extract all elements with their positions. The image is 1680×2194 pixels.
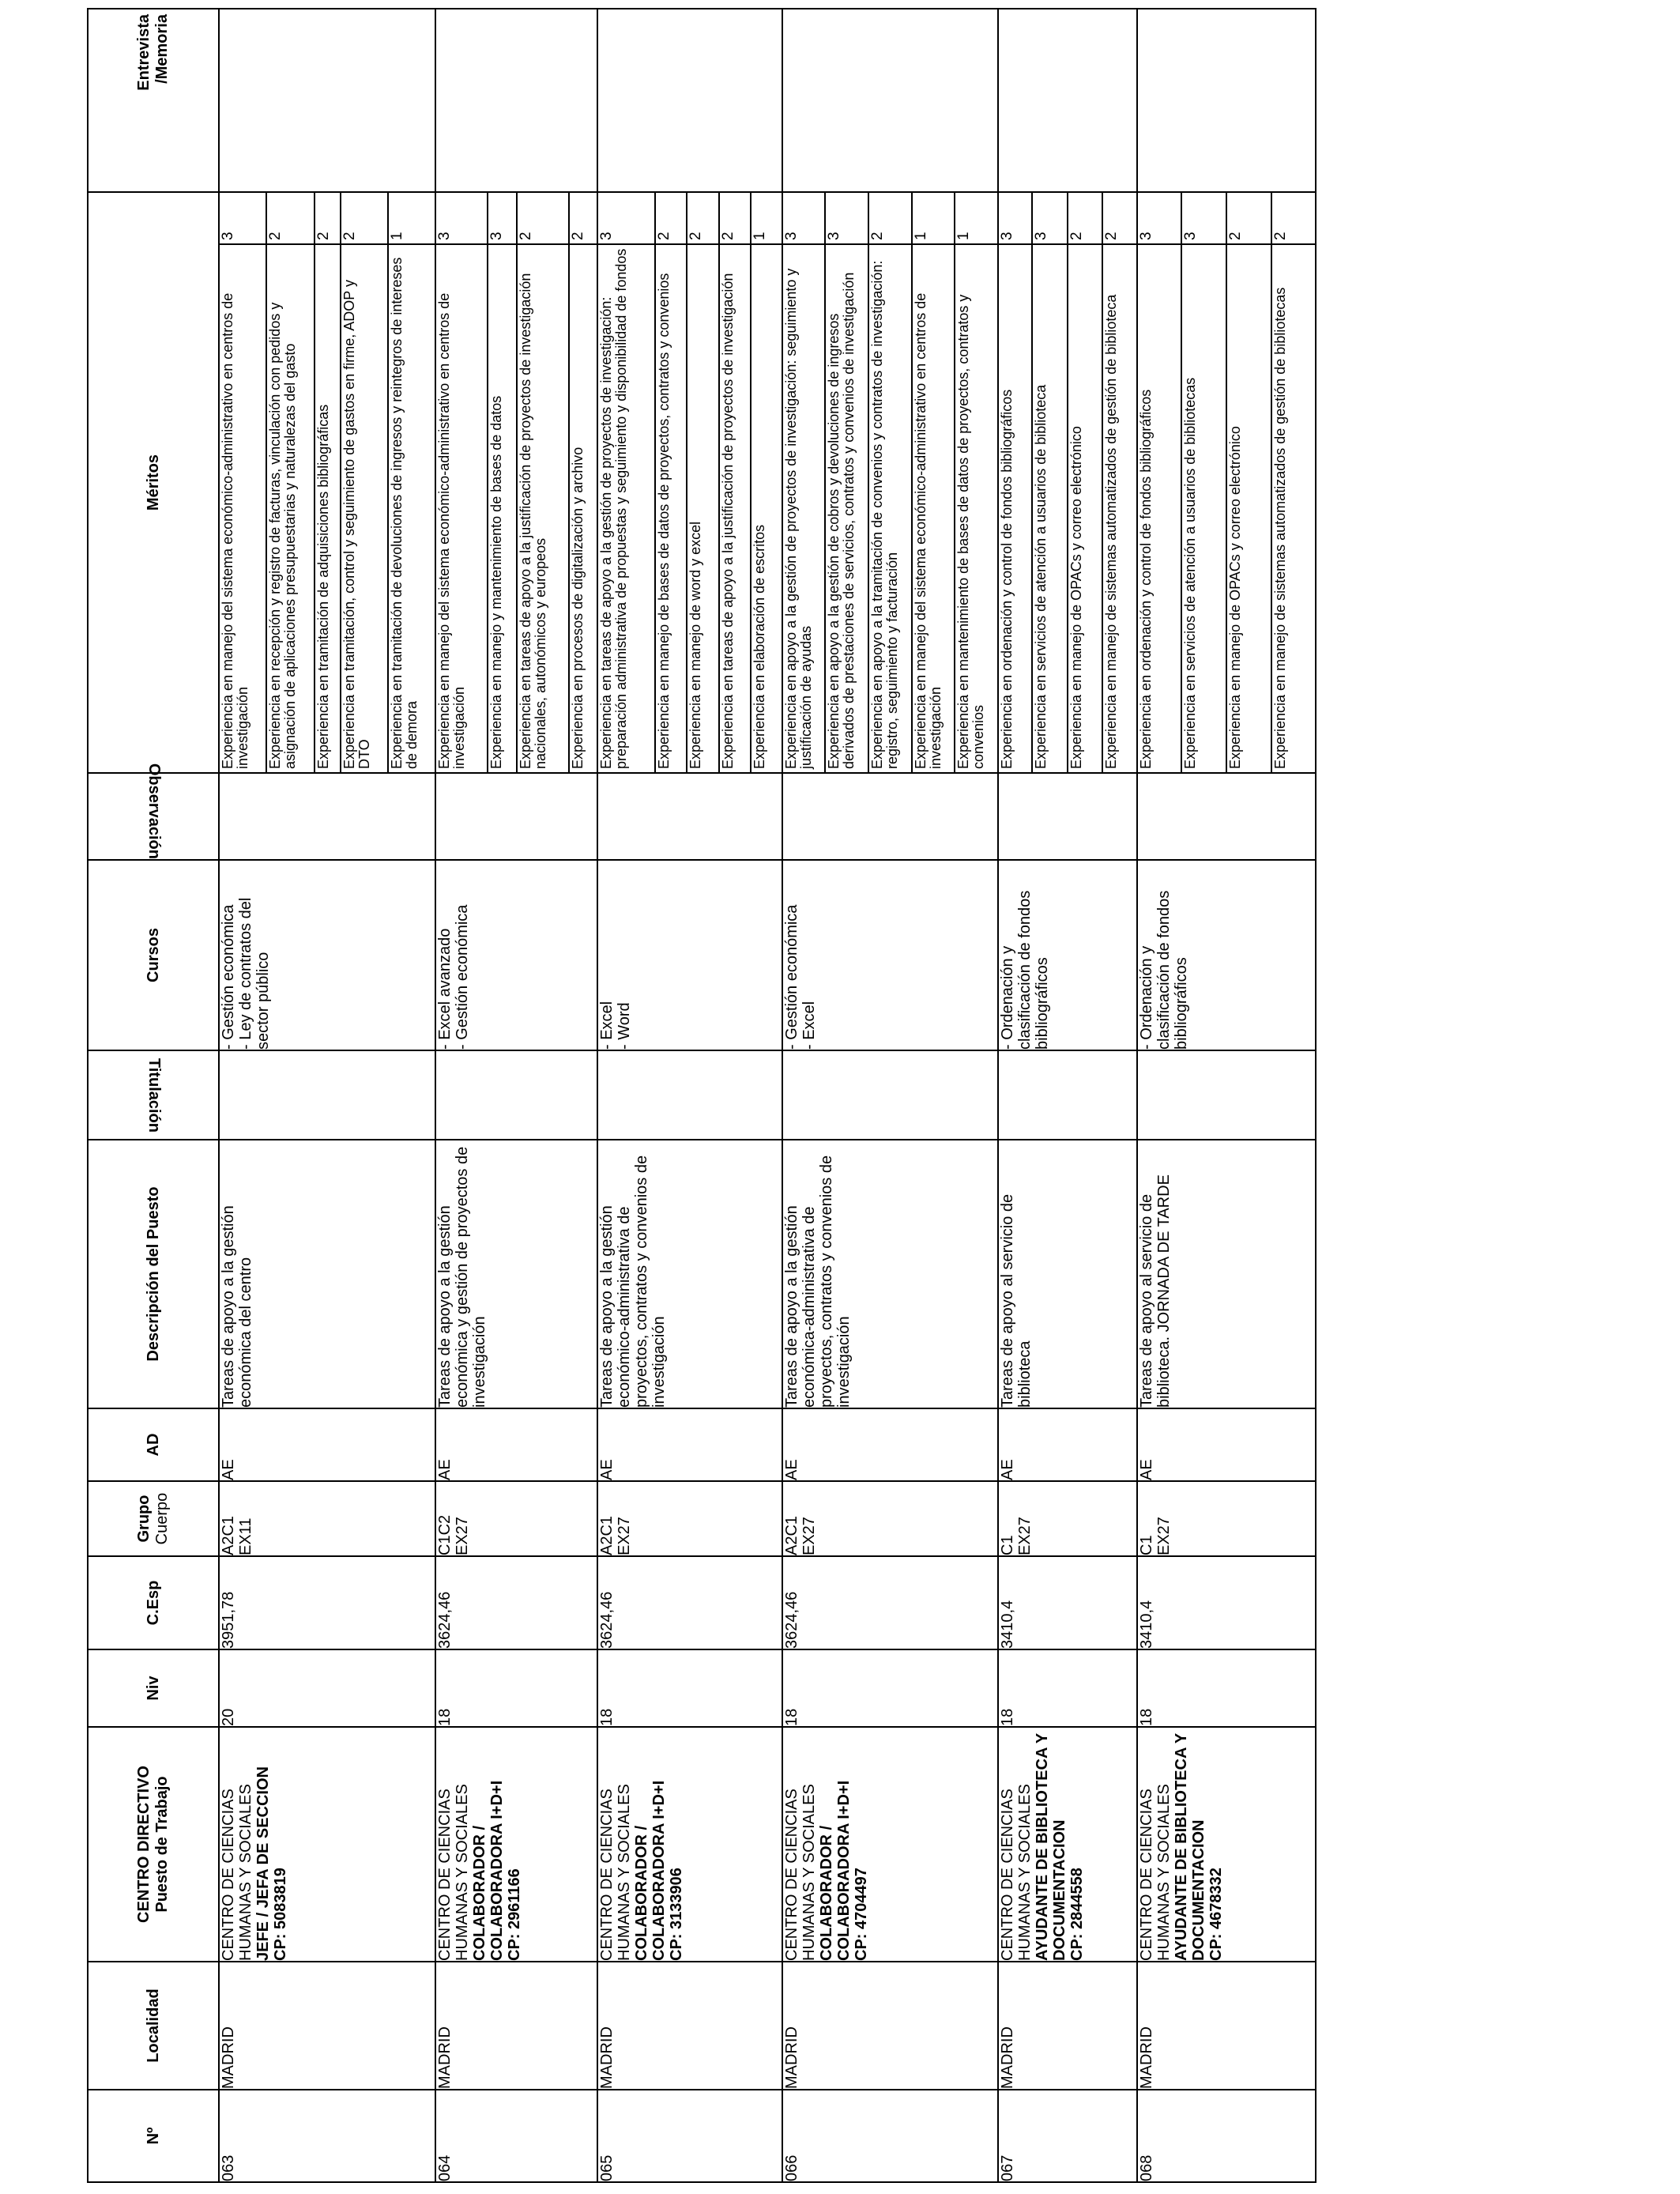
row-grupo: C1C2 [436, 1514, 454, 1555]
merito-item [220, 193, 266, 772]
row-cesp: 3410,4 [1137, 1600, 1155, 1649]
cell-cesp [782, 1556, 998, 1649]
row-centro: CENTRO DE CIENCIAS HUMANAS Y SOCIALES [598, 1784, 634, 1961]
merito-text: Experiencia en manejo y mantenimiento de bases de datos [488, 244, 516, 772]
row-puesto: COLABORADOR / COLABORADORA I+D+I [817, 1780, 853, 1961]
merito-points: 1 [955, 193, 997, 244]
row-niv: 18 [782, 1708, 800, 1726]
merito-points: 1 [388, 193, 435, 244]
header-centro-line1: CENTRO DIRECTIVO [135, 1766, 153, 1923]
row-cuerpo: EX27 [1155, 1517, 1173, 1555]
merito-points: 3 [1032, 193, 1067, 244]
row-centro: CENTRO DE CIENCIAS HUMANAS Y SOCIALES [220, 1784, 254, 1961]
merito-text: Experiencia en manejo de OPACs y correo electrónico [1226, 244, 1271, 772]
row-descripcion: Tareas de apoyo a la gestión económica del centro [220, 1205, 254, 1408]
cell-num [998, 2090, 1137, 2182]
cell-titulacion [219, 1050, 435, 1140]
row-localidad: MADRID [436, 2026, 454, 2089]
cell-localidad [1137, 1962, 1316, 2090]
row-cuerpo: EX27 [800, 1517, 818, 1555]
cell-ad [219, 1408, 435, 1481]
cell-observacion [219, 773, 435, 860]
row-cp: CP: 4704497 [852, 1868, 870, 1961]
table-row [1137, 9, 1316, 2182]
cell-titulacion [597, 1050, 782, 1140]
header-observacion-text: Observación [145, 763, 163, 859]
cell-niv [597, 1649, 782, 1727]
cell-descripcion [782, 1140, 998, 1408]
row-cuerpo: EX27 [616, 1517, 634, 1555]
row-grupo: A2C1 [598, 1515, 616, 1555]
merito-text: Experiencia en recepción y registro de facturas, vinculación con pedidos y asignación de aplicaciones presupuestarias y naturalezas del gasto [266, 244, 315, 772]
header-entrevista-line2: /Memoria [153, 14, 171, 84]
merito-text: Experiencia en manejo de sistemas automatizados de gestión de bibliotecas [1272, 287, 1289, 769]
merito-text: Experiencia en tareas de apoyo a la gestión de proyectos de investigación: preparación administrativa de propuestas y seguimiento y disponibilidad de fondos [598, 244, 655, 772]
cell-meritos [782, 192, 998, 773]
cell-meritos [219, 192, 435, 773]
row-descripcion: Tareas de apoyo al servicio de biblioteca. JORNADA DE TARDE [1137, 1174, 1173, 1408]
row-niv: 18 [1137, 1708, 1155, 1726]
cell-num [782, 2090, 998, 2182]
merito-item [388, 193, 435, 772]
header-grupo-line1: Grupo [135, 1495, 153, 1543]
row-number: 063 [220, 2154, 237, 2181]
merito-text: Experiencia en tramitación, control y seguimiento de gastos en firme, ADOP y DTO [341, 244, 389, 772]
cell-grupo [597, 1481, 782, 1556]
row-centro: CENTRO DE CIENCIAS HUMANAS Y SOCIALES [1137, 1784, 1173, 1961]
merito-text: Experiencia en mantenimiento de bases de datos de proyectos, contratos y convenios [955, 294, 987, 769]
merito-item [868, 193, 912, 772]
table-row [782, 9, 998, 2182]
cell-localidad [998, 1962, 1137, 2090]
merito-text: Experiencia en procesos de digitalización y archivo [570, 447, 586, 769]
cell-num [597, 2090, 782, 2182]
header-cesp-text: C.Esp [144, 1580, 162, 1626]
header-meritos-text: Méritos [144, 454, 162, 511]
row-curso-item: - Gestión económica [220, 904, 237, 1050]
cell-cesp [435, 1556, 597, 1649]
row-niv: 18 [998, 1708, 1016, 1726]
merito-points: 2 [719, 193, 751, 244]
cell-entrevista [435, 9, 597, 192]
merito-text: Experiencia en servicios de atención a usuarios de bibliotecas [1181, 244, 1226, 772]
table-row [435, 9, 597, 2182]
merito-points: 3 [783, 193, 825, 244]
merito-points: 2 [1068, 193, 1102, 244]
row-centro: CENTRO DE CIENCIAS HUMANAS Y SOCIALES [782, 1784, 818, 1961]
header-centro [88, 1727, 219, 1962]
row-ad: AE [782, 1459, 800, 1480]
header-entrevista [88, 9, 219, 192]
merito-points: 2 [1271, 193, 1315, 244]
row-cp: CP: 2844558 [1068, 1868, 1086, 1961]
merito-item [955, 193, 997, 772]
merito-points: 1 [751, 193, 782, 244]
cell-localidad [782, 1962, 998, 2090]
merito-item [687, 193, 718, 772]
row-curso-item: - Gestión económica [454, 904, 472, 1050]
merito-points: 3 [598, 193, 655, 244]
row-ad: AE [598, 1459, 616, 1480]
meritos-list [999, 193, 1136, 772]
cell-num [435, 2090, 597, 2182]
cell-observacion [998, 773, 1137, 860]
merito-points: 2 [655, 193, 687, 244]
merito-text: Experiencia en manejo del sistema económico-administrativo en centros de investigación [912, 244, 955, 772]
cell-descripcion [219, 1140, 435, 1408]
cell-niv [1137, 1649, 1316, 1727]
merito-item [517, 193, 570, 772]
merito-item [1068, 193, 1102, 772]
merito-text: Experiencia en ordenación y control de fondos bibliográficos [999, 244, 1033, 772]
row-cuerpo: EX27 [454, 1517, 472, 1555]
row-grupo: A2C1 [220, 1515, 237, 1555]
merito-text: Experiencia en servicios de atención a usuarios de biblioteca [1032, 244, 1067, 772]
cell-grupo [782, 1481, 998, 1556]
merito-points: 2 [517, 193, 570, 244]
cell-ad [597, 1408, 782, 1481]
row-cesp: 3951,78 [220, 1591, 237, 1649]
cell-cursos [1137, 860, 1316, 1050]
row-grupo: C1 [998, 1535, 1016, 1555]
cell-localidad [597, 1962, 782, 2090]
merito-points: 2 [868, 193, 912, 244]
row-localidad: MADRID [782, 2026, 800, 2089]
header-cesp [88, 1556, 219, 1649]
row-centro: CENTRO DE CIENCIAS HUMANAS Y SOCIALES [436, 1784, 472, 1961]
cell-num [1137, 2090, 1316, 2182]
row-number: 068 [1137, 2154, 1155, 2181]
row-number: 067 [998, 2154, 1016, 2181]
cell-cursos [597, 860, 782, 1050]
meritos-list [783, 193, 997, 772]
header-niv-text: Niv [144, 1676, 162, 1701]
cell-observacion [597, 773, 782, 860]
row-cp: CP: 3133906 [668, 1868, 686, 1961]
cell-cesp [1137, 1556, 1316, 1649]
cell-entrevista [597, 9, 782, 192]
merito-item [598, 193, 655, 772]
cell-niv [435, 1649, 597, 1727]
header-grupo [88, 1481, 219, 1556]
row-puesto: AYUDANTE DE BIBLIOTECA Y DOCUMENTACION [1172, 1733, 1207, 1961]
header-titulacion-text: Titulación [145, 1057, 163, 1133]
meritos-list [436, 193, 597, 772]
merito-text: Experiencia en apoyo a la tramitación de convenios y contratos de investigación: registro, seguimiento y facturación [868, 244, 912, 772]
vacancies-table [87, 8, 1317, 2183]
merito-points: 3 [220, 193, 266, 244]
cell-localidad [219, 1962, 435, 2090]
merito-points: 2 [315, 193, 341, 244]
cell-niv [219, 1649, 435, 1727]
merito-points: 3 [1138, 193, 1181, 244]
row-ad: AE [1137, 1459, 1155, 1480]
cell-grupo [435, 1481, 597, 1556]
merito-item [1226, 193, 1271, 772]
cell-entrevista [782, 9, 998, 192]
row-number: 065 [598, 2154, 616, 2181]
row-descripcion: Tareas de apoyo a la gestión económico-administrativa de proyectos, contratos y convenios de investigación [598, 1155, 669, 1408]
header-centro-line2: Puesto de Trabajo [153, 1776, 171, 1913]
cell-descripcion [597, 1140, 782, 1408]
cell-centro [435, 1727, 597, 1962]
row-ad: AE [436, 1459, 454, 1480]
row-descripcion: Tareas de apoyo al servicio de biblioteca [998, 1193, 1034, 1408]
merito-text: Experiencia en manejo del sistema económico-administrativo en centros de investigación [220, 244, 266, 772]
row-localidad: MADRID [220, 2026, 237, 2089]
header-meritos [88, 192, 219, 773]
cell-meritos [998, 192, 1137, 773]
row-curso-item: - Gestión económica [782, 904, 800, 1050]
header-entrevista-line1: Entrevista [135, 14, 153, 91]
cell-centro [1137, 1727, 1316, 1962]
cell-entrevista [1137, 9, 1316, 192]
merito-text: Experiencia en tramitación de devoluciones de ingresos y reintegros de intereses de demora [389, 257, 420, 769]
cell-observacion [782, 773, 998, 860]
header-num [88, 2090, 219, 2182]
row-puesto: COLABORADOR / COLABORADORA I+D+I [633, 1780, 669, 1961]
merito-item [315, 193, 341, 772]
cell-centro [998, 1727, 1137, 1962]
merito-points: 3 [825, 193, 868, 244]
row-puesto: JEFE / JEFA DE SECCION [254, 1766, 272, 1961]
merito-text: Experiencia en manejo del sistema económico-administrativo en centros de investigación [436, 244, 488, 772]
merito-text: Experiencia en ordenación y control de fondos bibliográficos [1138, 244, 1181, 772]
header-titulacion [88, 1050, 219, 1140]
cell-grupo [1137, 1481, 1316, 1556]
header-row [88, 9, 219, 2182]
cell-entrevista [219, 9, 435, 192]
merito-points: 2 [341, 193, 389, 244]
merito-item [1032, 193, 1067, 772]
cell-num [219, 2090, 435, 2182]
meritos-list [220, 193, 435, 772]
row-niv: 20 [220, 1708, 237, 1726]
merito-item [569, 193, 597, 772]
row-localidad: MADRID [598, 2026, 616, 2089]
merito-text: Experiencia en manejo de sistemas automatizados de gestión de biblioteca [1103, 294, 1120, 769]
merito-item [1271, 193, 1315, 772]
header-niv [88, 1649, 219, 1727]
cell-meritos [1137, 192, 1316, 773]
cell-grupo [998, 1481, 1137, 1556]
header-descripcion [88, 1140, 219, 1408]
cell-observacion [435, 773, 597, 860]
merito-text: Experiencia en tareas de apoyo a la justificación de proyectos de investigación [719, 244, 751, 772]
cell-centro [219, 1727, 435, 1962]
cell-observacion [1137, 773, 1316, 860]
merito-item [783, 193, 825, 772]
cell-cursos [435, 860, 597, 1050]
row-cesp: 3410,4 [998, 1600, 1016, 1649]
merito-text: Experiencia en manejo de OPACs y correo electrónico [1068, 244, 1102, 772]
row-descripcion: Tareas de apoyo a la gestión económica y gestión de proyectos de investigación [436, 1146, 489, 1408]
row-localidad: MADRID [1137, 2026, 1155, 2089]
row-curso-item: - Ordenación y clasificación de fondos bibliográficos [1137, 890, 1190, 1050]
table-row [998, 9, 1137, 2182]
header-localidad-text: Localidad [144, 1989, 162, 2063]
cell-niv [998, 1649, 1137, 1727]
merito-points: 2 [266, 193, 315, 244]
row-cp: CP: 4678332 [1207, 1868, 1225, 1961]
merito-points: 1 [912, 193, 955, 244]
header-ad-text: AD [144, 1433, 162, 1457]
row-grupo: C1 [1137, 1535, 1155, 1555]
row-curso-item: - Excel avanzado [436, 928, 454, 1050]
cell-ad [435, 1408, 597, 1481]
merito-text: Experiencia en manejo de bases de datos de proyectos, contratos y convenios [655, 244, 687, 772]
merito-item [436, 193, 488, 772]
merito-item [341, 193, 389, 772]
merito-item [655, 193, 687, 772]
cell-descripcion [1137, 1140, 1316, 1408]
row-puesto: AYUDANTE DE BIBLIOTECA Y DOCUMENTACION [1033, 1733, 1068, 1961]
header-cursos [88, 860, 219, 1050]
cell-meritos [597, 192, 782, 773]
cell-descripcion [998, 1140, 1137, 1408]
meritos-list [1138, 193, 1315, 772]
merito-item [999, 193, 1033, 772]
row-curso-item: - Ley de contratos del sector público [237, 897, 272, 1050]
merito-item [488, 193, 516, 772]
row-cesp: 3624,46 [598, 1591, 616, 1649]
row-niv: 18 [598, 1708, 616, 1726]
row-number: 064 [436, 2154, 454, 2181]
header-descripcion-text: Descripción del Puesto [144, 1186, 162, 1362]
row-cp: CP: 5083819 [272, 1868, 289, 1961]
cell-cursos [782, 860, 998, 1050]
header-grupo-line2: Cuerpo [153, 1492, 171, 1545]
header-ad [88, 1408, 219, 1481]
table-body [219, 9, 1316, 2182]
header-localidad [88, 1962, 219, 2090]
header-observacion [88, 763, 219, 860]
merito-item [1102, 193, 1136, 772]
merito-points: 2 [1102, 193, 1136, 244]
row-curso-item: - Excel [800, 1001, 818, 1050]
cell-descripcion [435, 1140, 597, 1408]
row-curso-item: - Word [616, 1002, 634, 1050]
merito-item [1181, 193, 1226, 772]
cell-centro [597, 1727, 782, 1962]
cell-cursos [219, 860, 435, 1050]
cell-cesp [219, 1556, 435, 1649]
merito-text: Experiencia en apoyo a la gestión de cobros y devoluciones de ingresos derivados de prestaciones de servicios, contratos y convenios de investigación [825, 244, 868, 772]
row-cp: CP: 2961166 [506, 1868, 524, 1961]
row-ad: AE [998, 1459, 1016, 1480]
cell-centro [782, 1727, 998, 1962]
row-descripcion: Tareas de apoyo a la gestión económica-administrativa de proyectos, contratos y convenios de investigación [782, 1155, 853, 1408]
row-cesp: 3624,46 [436, 1591, 454, 1649]
cell-ad [782, 1408, 998, 1481]
row-niv: 18 [436, 1708, 454, 1726]
merito-item [825, 193, 868, 772]
merito-item [751, 193, 782, 772]
cell-ad [1137, 1408, 1316, 1481]
cell-entrevista [998, 9, 1137, 192]
merito-points: 2 [1226, 193, 1271, 244]
row-localidad: MADRID [998, 2026, 1016, 2089]
table-row [597, 9, 782, 2182]
merito-text: Experiencia en elaboración de escritos [751, 524, 767, 769]
merito-points: 2 [569, 193, 597, 244]
merito-points: 2 [687, 193, 718, 244]
merito-text: Experiencia en tramitación de adquisiciones bibliográficas [315, 244, 341, 772]
merito-item [719, 193, 751, 772]
row-centro: CENTRO DE CIENCIAS HUMANAS Y SOCIALES [998, 1784, 1034, 1961]
merito-points: 3 [436, 193, 488, 244]
merito-points: 3 [999, 193, 1033, 244]
row-ad: AE [220, 1459, 237, 1480]
table-row [219, 9, 435, 2182]
row-puesto: COLABORADOR / COLABORADORA I+D+I [471, 1780, 507, 1961]
merito-text: Experiencia en apoyo a la gestión de proyectos de investigación: seguimiento y justificación de ayudas [783, 244, 825, 772]
cell-grupo [219, 1481, 435, 1556]
cell-cesp [597, 1556, 782, 1649]
header-num-text: Nº [144, 2127, 162, 2145]
merito-item [1138, 193, 1181, 772]
merito-points: 3 [1181, 193, 1226, 244]
row-cesp: 3624,46 [782, 1591, 800, 1649]
merito-item [266, 193, 315, 772]
merito-text: Experiencia en tareas de apoyo a la justificación de proyectos de investigación nacionales, autonómicos y europeos [517, 244, 570, 772]
row-curso-item: - Ordenación y clasificación de fondos bibliográficos [998, 890, 1051, 1050]
meritos-list [598, 193, 781, 772]
row-cuerpo: EX11 [237, 1517, 254, 1555]
merito-item [912, 193, 955, 772]
cell-ad [998, 1408, 1137, 1481]
row-number: 066 [782, 2154, 800, 2181]
cell-titulacion [1137, 1050, 1316, 1140]
cell-titulacion [782, 1050, 998, 1140]
cell-titulacion [435, 1050, 597, 1140]
cell-meritos [435, 192, 597, 773]
cell-cursos [998, 860, 1137, 1050]
header-cursos-text: Cursos [144, 928, 162, 982]
cell-niv [782, 1649, 998, 1727]
row-curso-item: - Excel [598, 1001, 616, 1050]
rotated-table-wrapper [87, 9, 1317, 2183]
cell-localidad [435, 1962, 597, 2090]
cell-cesp [998, 1556, 1137, 1649]
merito-text: Experiencia en manejo de word y excel [687, 244, 718, 772]
row-cuerpo: EX27 [1015, 1517, 1034, 1555]
cell-titulacion [998, 1050, 1137, 1140]
merito-points: 3 [488, 193, 516, 244]
row-grupo: A2C1 [782, 1515, 800, 1555]
